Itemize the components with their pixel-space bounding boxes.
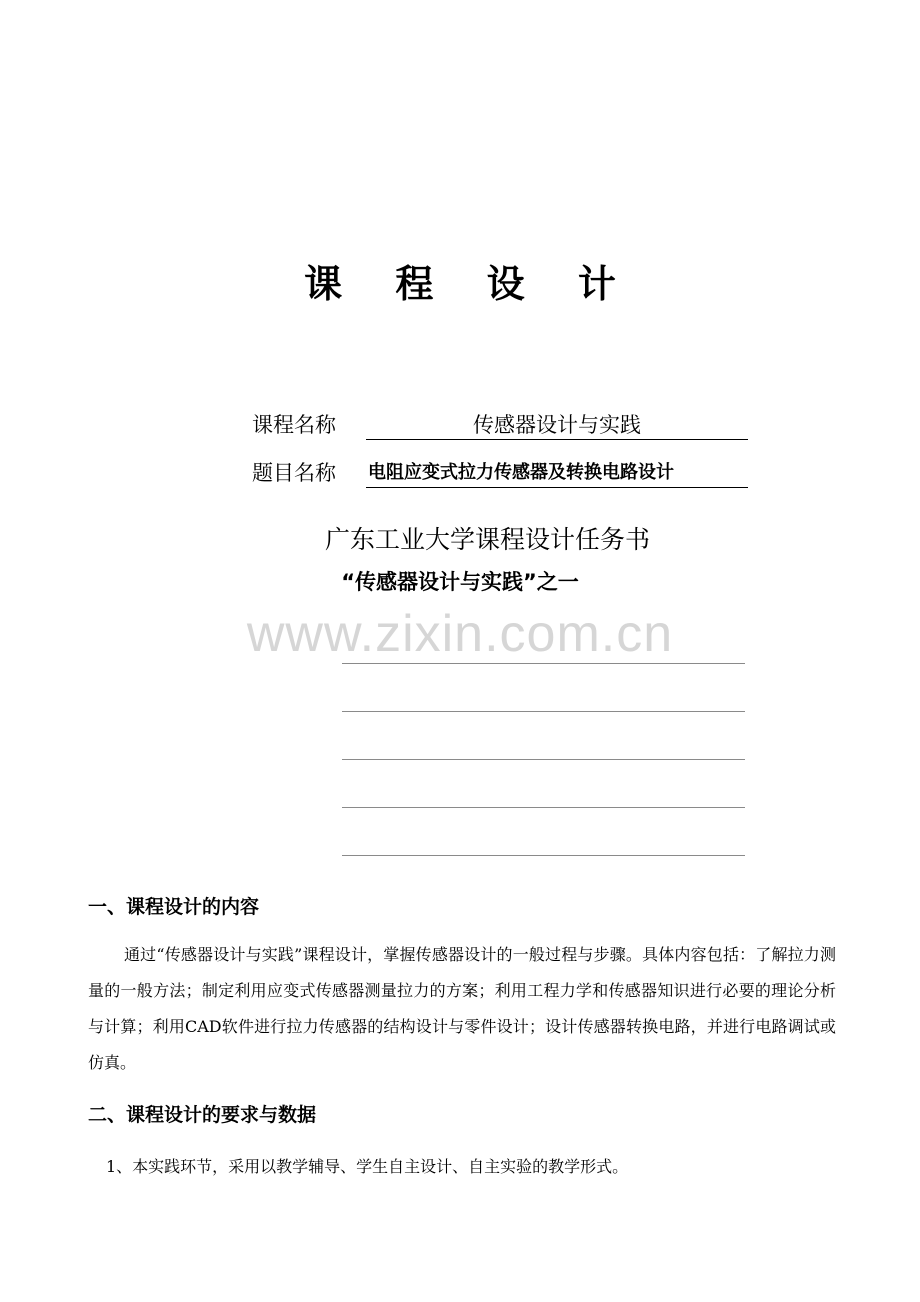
task-book-subtitle: “传感器设计与实践”之一: [341, 570, 579, 594]
blank-line: [342, 711, 745, 712]
blank-line: [342, 663, 745, 664]
section-heading-requirements: 二、课程设计的要求与数据: [88, 1104, 317, 1126]
topic-name-label: 题目名称: [252, 461, 336, 485]
course-name-label: 课程名称: [252, 413, 336, 437]
course-name-value: 传感器设计与实践: [366, 411, 748, 440]
blank-line: [342, 855, 745, 856]
topic-name-value: 电阻应变式拉力传感器及转换电路设计: [366, 459, 748, 488]
section-content-paragraph: 通过“传感器设计与实践”课程设计，掌握传感器设计的一般过程与步骤。具体内容包括：了解拉力测量的一般方法；制定利用应变式传感器测量拉力的方案；利用工程力学和传感器知识进行必要的理论分析与计算；利用CAD软件进行拉力传感器的结构设计与零件设计；设计传感器转换电路，并进行电路调试或仿真。: [88, 945, 836, 1072]
watermark-text: www.zixin.com.cn: [246, 605, 674, 663]
blank-line: [342, 759, 745, 760]
task-book-title: 广东工业大学课程设计任务书: [324, 525, 650, 554]
requirement-item: 1、本实践环节，采用以教学辅导、学生自主设计、自主实验的教学形式。: [106, 1157, 629, 1176]
blank-line: [342, 807, 745, 808]
course-name-row: [252, 404, 748, 440]
section-heading-content: 一、课程设计的内容: [88, 896, 260, 918]
topic-name-row: [252, 452, 748, 488]
document-title: 课 程 设 计: [304, 262, 636, 306]
